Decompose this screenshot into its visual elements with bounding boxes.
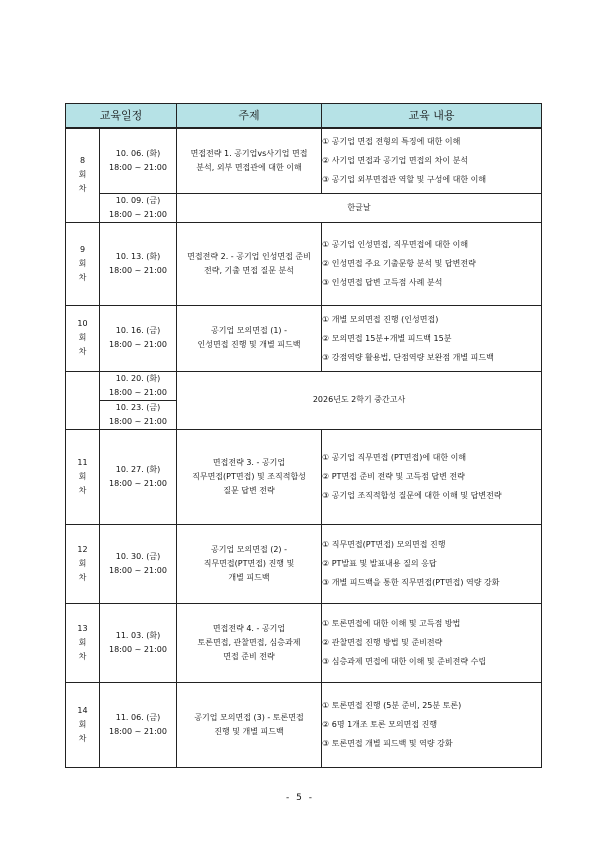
- holiday-date: 10. 09. (금) 18:00 ~ 21:00: [100, 193, 177, 222]
- header-row: [66, 104, 542, 129]
- session-content: ① 공기업 인성면접, 직무면접에 대한 이해 ② 인성면접 주요 기출문항 분석 및 답변전략 ③ 인성면접 답변 고득점 사례 분석: [322, 222, 542, 305]
- session-row: [66, 524, 542, 603]
- session-content: ① 개별 모의면접 진행 (인성면접) ② 모의면접 15분+개별 피드백 15분 ③ 강점역량 활용법, 단점역량 보완점 개별 피드백: [322, 305, 542, 371]
- session-topic: 면접전략 4. - 공기업 토론면접, 관찰면접, 심층과제 면접 준비 전략: [177, 603, 322, 682]
- session-number: 8 회 차: [66, 128, 100, 222]
- session-number: 10 회 차: [66, 305, 100, 371]
- session-topic: 면접전략 3. - 공기업 직무면접(PT면접) 및 조직적합성 질문 답변 전략: [177, 429, 322, 524]
- session-number: 14 회 차: [66, 682, 100, 767]
- session-content: ① 공기업 직무면접 (PT면접)에 대한 이해 ② PT면접 준비 전략 및 고득점 답변 전략 ③ 공기업 조직적합성 질문에 대한 이해 및 답변전략: [322, 429, 542, 524]
- session-number: 12 회 차: [66, 524, 100, 603]
- session-row: [66, 682, 542, 767]
- session-date: 10. 30. (금) 18:00 ~ 21:00: [100, 524, 177, 603]
- header-topic: 주제: [177, 104, 322, 129]
- exam-date: 10. 20. (화) 18:00 ~ 21:00: [100, 371, 177, 400]
- session-topic: 공기업 모의면접 (3) - 토론면접 진행 및 개별 피드백: [177, 682, 322, 767]
- session-row: [66, 128, 542, 193]
- session-topic: 공기업 모의면접 (2) - 직무면접(PT면접) 진행 및 개별 피드백: [177, 524, 322, 603]
- session-topic: 면접전략 1. 공기업vs사기업 면접 분석, 외부 면접관에 대한 이해: [177, 128, 322, 193]
- session-date: 10. 27. (화) 18:00 ~ 21:00: [100, 429, 177, 524]
- session-row: [66, 429, 542, 524]
- holiday-row: [66, 193, 542, 222]
- session-number: 13 회 차: [66, 603, 100, 682]
- page-number: - 5 -: [286, 793, 314, 803]
- session-number: 11 회 차: [66, 429, 100, 524]
- session-topic: 공기업 모의면접 (1) - 인성면접 진행 및 개별 피드백: [177, 305, 322, 371]
- session-row: [66, 305, 542, 371]
- session-content: ① 공기업 면접 전형의 특징에 대한 이해 ② 사기업 면접과 공기업 면접의 차이 분석 ③ 공기업 외부면접관 역할 및 구성에 대한 이해: [322, 128, 542, 193]
- session-number: 9 회 차: [66, 222, 100, 305]
- session-date: 11. 03. (화) 18:00 ~ 21:00: [100, 603, 177, 682]
- session-row: [66, 222, 542, 305]
- holiday-label: 한글날: [177, 193, 542, 222]
- session-row: [66, 603, 542, 682]
- session-date: 10. 16. (금) 18:00 ~ 21:00: [100, 305, 177, 371]
- session-content: ① 토론면접에 대한 이해 및 고득점 방법 ② 관찰면접 진행 방법 및 준비전략 ③ 심층과제 면접에 대한 이해 및 준비전략 수립: [322, 603, 542, 682]
- session-date: 11. 06. (금) 18:00 ~ 21:00: [100, 682, 177, 767]
- session-content: ① 토론면접 진행 (5분 준비, 25분 토론) ② 6명 1개조 토론 모의면접 진행 ③ 토론면접 개별 피드백 및 역량 강화: [322, 682, 542, 767]
- blank-cell: [66, 371, 100, 429]
- exam-label: 2026년도 2학기 중간고사: [177, 371, 542, 429]
- schedule-table: [65, 103, 542, 768]
- session-content: ① 직무면접(PT면접) 모의면접 진행 ② PT발표 및 발표내용 질의 응답 ③ 개별 피드백을 통한 직무면접(PT면접) 역량 강화: [322, 524, 542, 603]
- session-topic: 면접전략 2. - 공기업 인성면접 준비 전략, 기출 면접 질문 분석: [177, 222, 322, 305]
- session-date: 10. 06. (화) 18:00 ~ 21:00: [100, 128, 177, 193]
- header-content: 교육 내용: [322, 104, 542, 129]
- exam-date: 10. 23. (금) 18:00 ~ 21:00: [100, 400, 177, 429]
- exam-row: [66, 371, 542, 400]
- session-date: 10. 13. (화) 18:00 ~ 21:00: [100, 222, 177, 305]
- header-schedule: 교육일정: [66, 104, 177, 129]
